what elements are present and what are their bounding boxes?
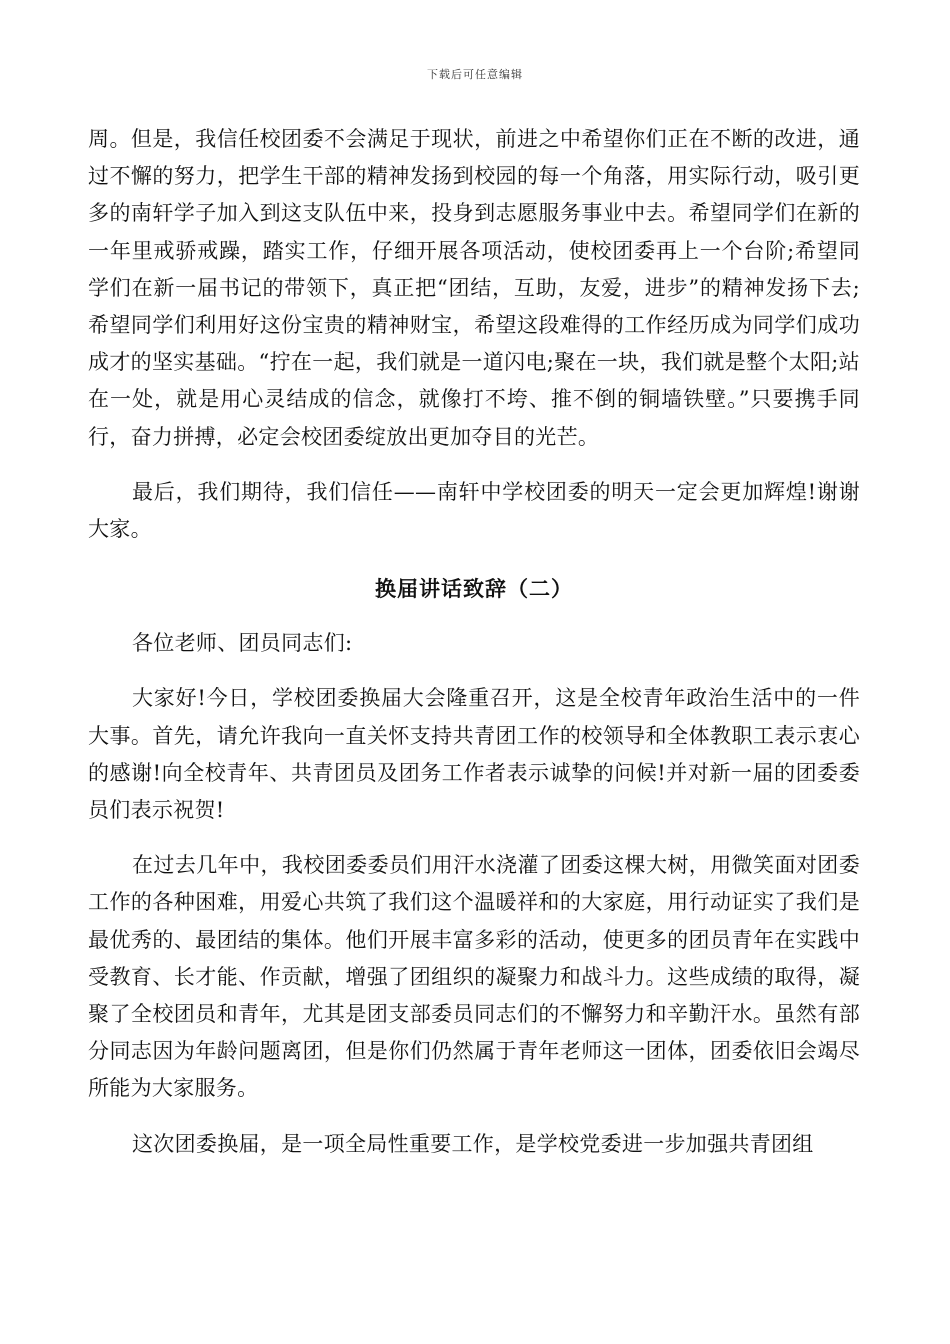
- document-body: [88, 121, 860, 1163]
- salutation: 各位老师、团员同志们:: [132, 631, 353, 656]
- paragraph-achievements: 在过去几年中，我校团委委员们用汗水浇灌了团委这棵大树，用微笑面对团委工作的各种困难，用爱心共筑了我们这个温暖祥和的大家庭，用行动证实了我们是最优秀的、最团结的集体。他们开展丰富多彩的活动，使更多的团员青年在实践中受教育、长才能、作贡献，增强了团组织的凝聚力和战斗力。这些成绩的取得，凝聚了全校团员和青年，尤其是团支部委员同志们的不懈努力和辛勤汗水。虽然有部分同志因为年龄问题离团，但是你们仍然属于青年老师这一团体，团委依旧会竭尽所能为大家服务。: [88, 853, 860, 1101]
- paragraph-continued: 周。但是，我信任校团委不会满足于现状，前进之中希望你们正在不断的改进，通过不懈的努力，把学生干部的精神发扬到校园的每一个角落，用实际行动，吸引更多的南轩学子加入到这支队伍中来，投身到志愿服务事业中去。希望同学们在新的一年里戒骄戒躁，踏实工作，仔细开展各项活动，使校团委再上一个台阶;希望同学们在新一届书记的带领下，真正把“团结，互助，友爱，进步”的精神发扬下去;希望同学们利用好这份宝贵的精神财宝，希望这段难得的工作经历成为同学们成功成才的坚实基础。“拧在一起，我们就是一道闪电;聚在一块，我们就是整个太阳;站在一处，就是用心灵结成的信念，就像打不垮、推不倒的铜墙铁壁。”只要携手同行，奋力拼搏，必定会校团委绽放出更加夺目的光芒。: [88, 127, 860, 449]
- page-header-note: 下载后可任意编辑: [427, 68, 523, 81]
- paragraph-election: 这次团委换届，是一项全局性重要工作，是学校党委进一步加强共青团组: [132, 1131, 814, 1156]
- section-title: 换届讲话致辞（二）: [375, 576, 573, 602]
- paragraph-opening: 大家好!今日，学校团委换届大会隆重召开，这是全校青年政治生活中的一件大事。首先，请允许我向一直关怀支持共青团工作的校领导和全体教职工表示衷心的感谢!向全校青年、共青团员及团务工作者表示诚挚的问候!并对新一届的团委委员们表示祝贺!: [88, 686, 860, 823]
- paragraph-closing: 最后，我们期待，我们信任——南轩中学校团委的明天一定会更加辉煌!谢谢大家。: [88, 479, 860, 542]
